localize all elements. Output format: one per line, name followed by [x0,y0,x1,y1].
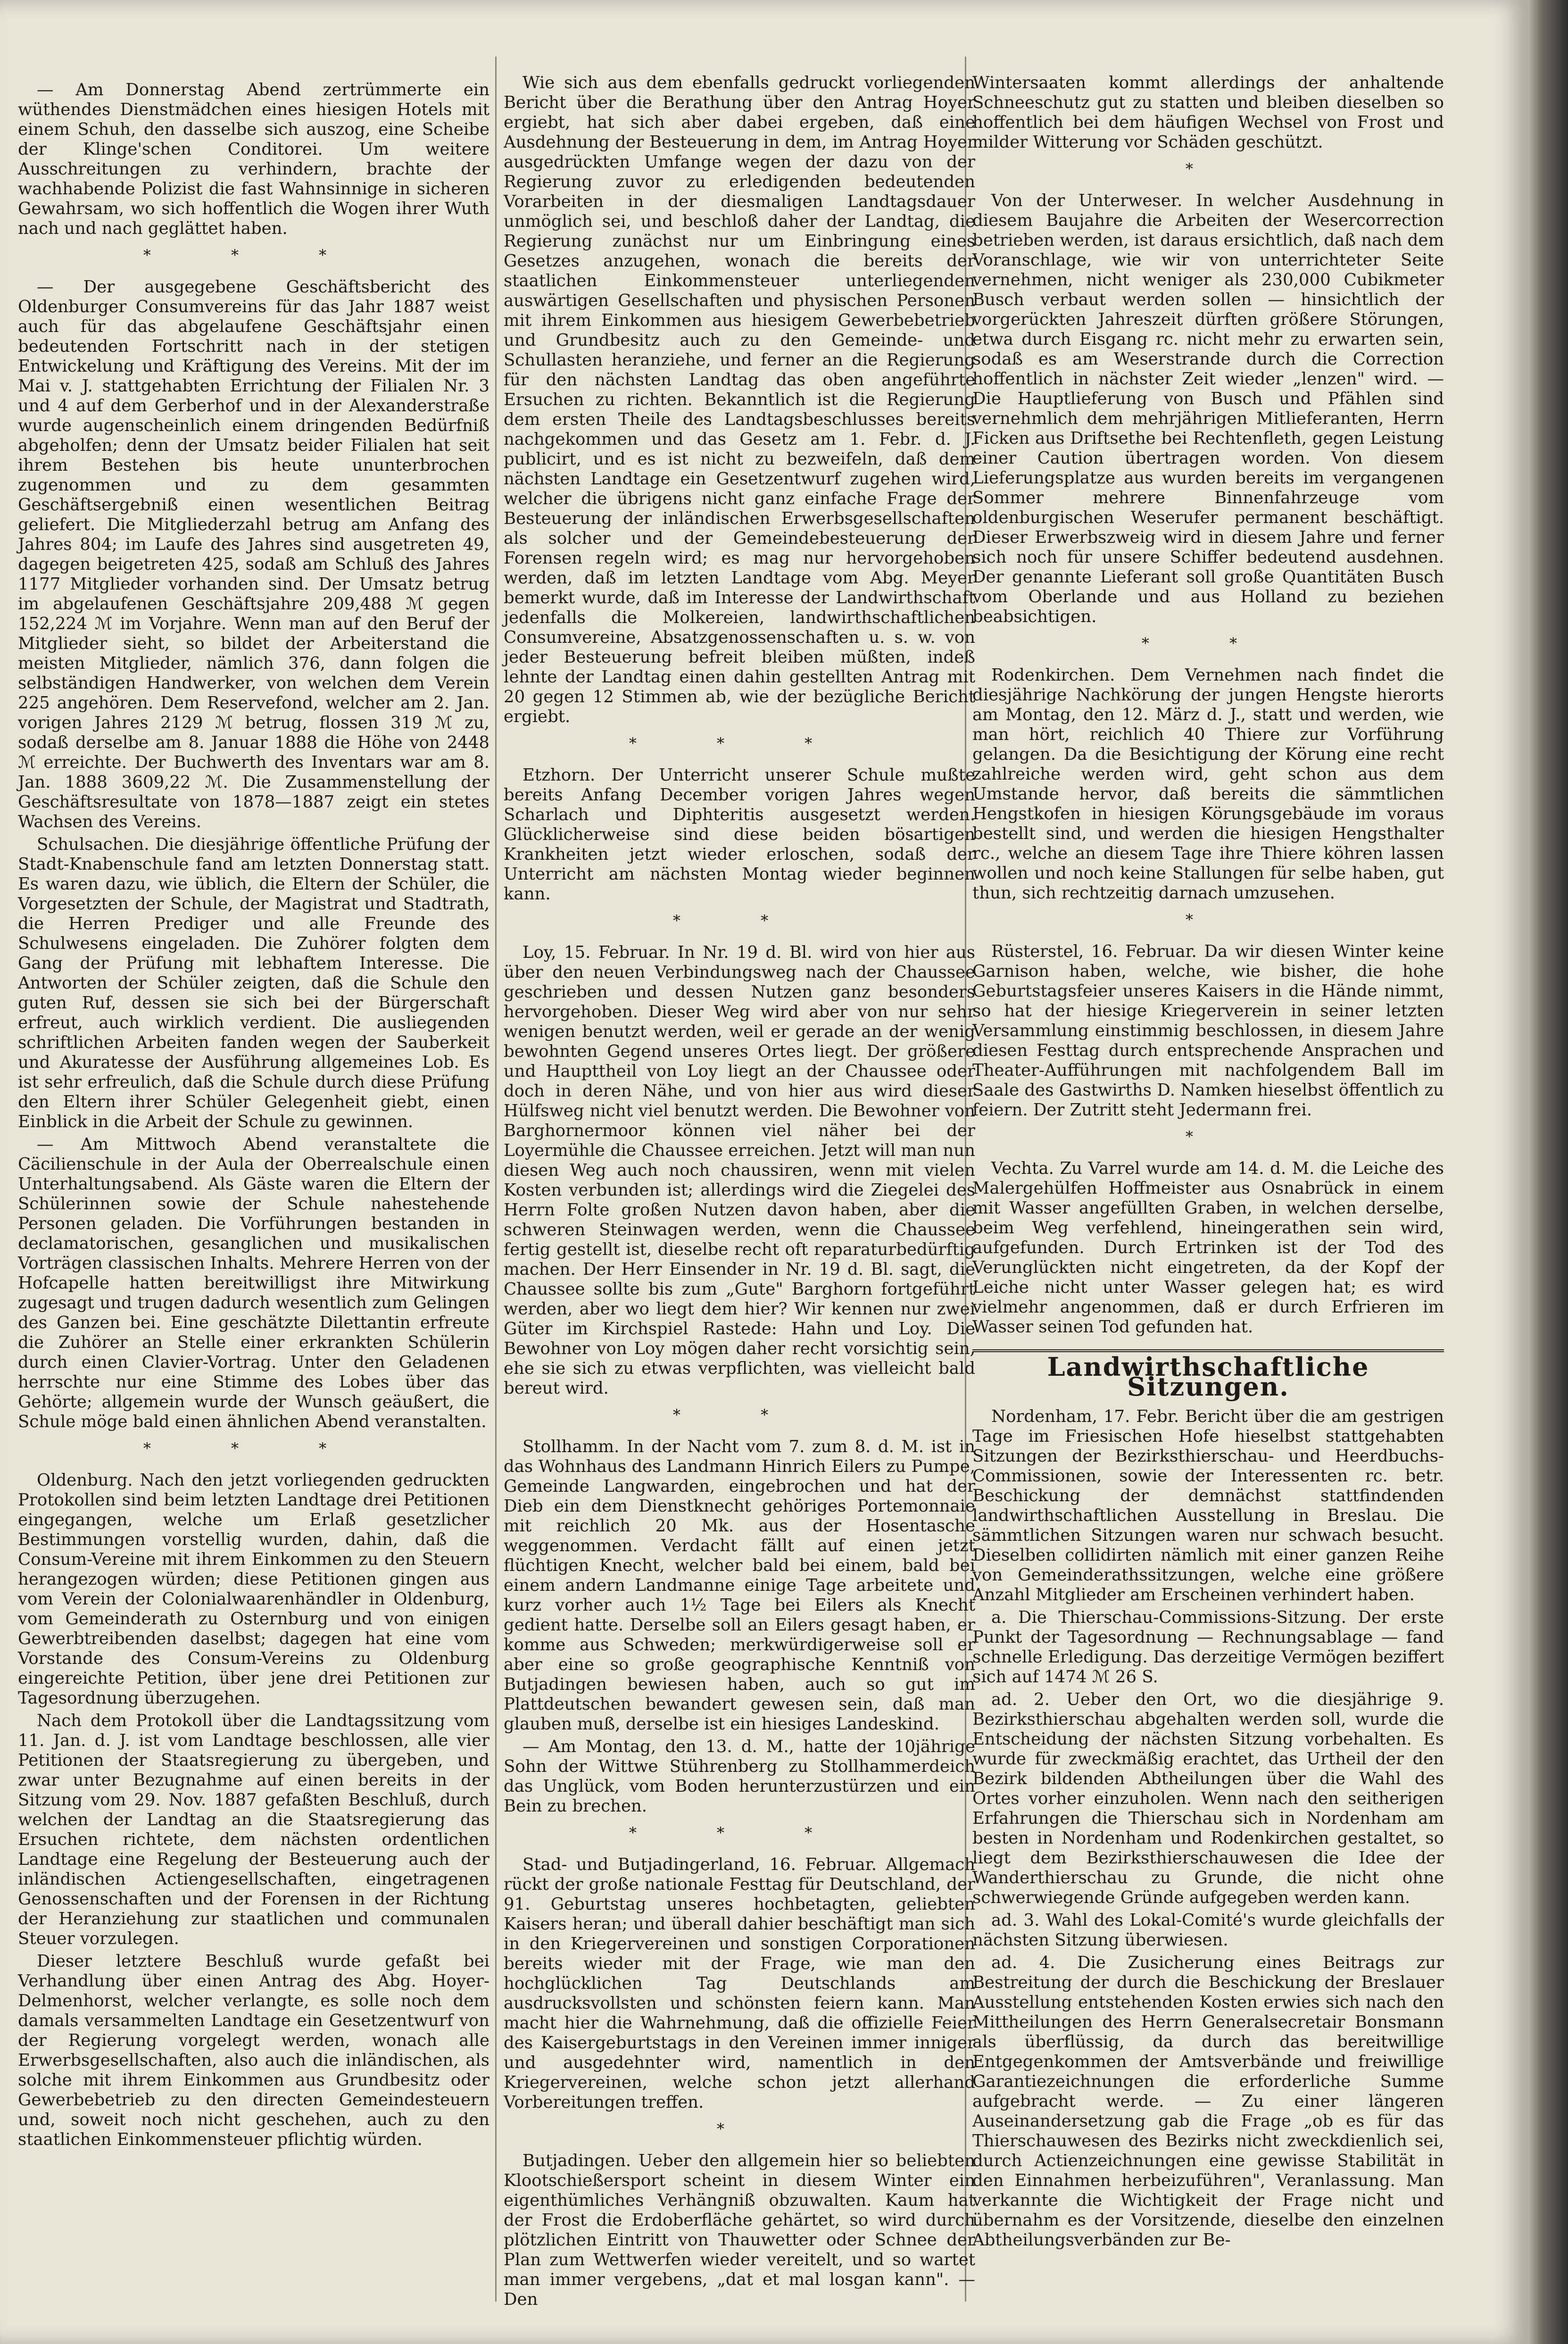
article-paragraph: Nach dem Protokoll über die Landtagssitzung vom 11. Jan. d. J. ist vom Landtage beschlossen, alle vier Petitionen der Staatsregierung zu übergeben, und zwar unter Bezugnahme auf einen bereits in der Sitzung vom 29. Nov. 1887 gefaßten Beschluß, durch welchen der Landtag an die Staatsregierung das Ersuchen richtete, dem nächsten ordentlichen Landtage eine Regelung der Besteuerung auch der inländischen Actiengesellschaften, eingetragenen Genossenschaften und der Forensen in der Richtung der Heranziehung zur staatlichen und communalen Steuer vorzulegen. [18,1711,489,1948]
section-separator: * * [672,1406,806,1424]
article-paragraph: Von der Unterweser. In welcher Ausdehnung in diesem Baujahre die Arbeiten der Wesercorrection betrieben werden, ist daraus ersichtlich, daß nach dem Voranschlage, wie wir von unterrichteter Seite vernehmen, nicht weniger als 230,000 Cubikmeter Busch verbaut werden sollen — hinsichtlich der vorgerückten Jahreszeit dürften größere Störungen, etwa durch Eisgang rc. nicht mehr zu erwarten sein, sodaß es am Weserstrande durch die Correction hoffentlich in nächster Zeit wieder „lenzen" wird. — Die Hauptlieferung von Busch und Pfählen sind vernehmlich dem mehrjährigen Mitlieferanten, Herrn Ficken aus Driftsethe bei Rechtenfleth, gegen Leistung einer Caution übertragen worden. Von diesem Lieferungsplatze aus wurden bereits im vergangenen Sommer mehrere Binnenfahrzeuge vom oldenburgischen Weserufer permanent beschäftigt. Dieser Erwerbszweig wird in diesem Jahre und ferner sich noch für unsere Schiffer bedeutend ausdehnen. Der genannte Lieferant soll große Quantitäten Busch vom Oberlande und aus Holland zu beziehen beabsichtigen. [972,191,1444,626]
article-paragraph: Stollhamm. In der Nacht vom 7. zum 8. d. M. ist in das Wohnhaus des Landmann Hinrich Eilers zu Pumpe, Gemeinde Langwarden, eingebrochen und hat der Dieb ein dem Dienstknecht gehöriges Portemonnaie mit reichlich 20 Mk. aus der Hosentasche weggenommen. Verdacht fällt auf einen jetzt flüchtigen Knecht, welcher bald bei einem, bald bei einem andern Landmanne einige Tage arbeitete und kurz vorher auch 1½ Tage bei Eilers als Knecht gedient hatte. Derselbe soll an Eilers gesagt haben, er komme aus Schweden; merkwürdigerweise soll er aber eine so große geographische Kenntniß von Butjadingen bewiesen haben, auch so gut im Plattdeutschen bewandert gewesen sein, daß man glauben muß, derselbe ist ein hiesiges Landeskind. [504,1437,975,1734]
article-paragraph: ad. 3. Wahl des Lokal-Comité's wurde gleichfalls der nächsten Sitzung überwiesen. [972,1911,1444,1950]
section-separator: * [1186,911,1231,929]
article-paragraph: — Am Mittwoch Abend veranstaltete die Cäcilienschule in der Aula der Oberrealschule einen Unterhaltungsabend. Als Gäste waren die Eltern der Schülerinnen sowie der Schule nahestehende Personen geladen. Die Vorführungen bestanden in declamatorischen, gesanglichen und musikalischen Vorträgen classischen Inhalts. Mehrere Herren von der Hofcapelle hatten bereitwilligst ihre Mitwirkung zugesagt und trugen dadurch wesentlich zum Gelingen des Ganzen bei. Eine geschätzte Dilettantin erfreute die Zuhörer an Stelle einer erkrankten Schülerin durch einen Clavier-Vortrag. Unter den Geladenen herrschte nur eine Stimme des Lobes über das Gehörte; allgemein wurde der Wunsch geäußert, die Schule möge bald einen ähnlichen Abend veranstalten. [18,1135,489,1431]
article-paragraph: Dieser letztere Beschluß wurde gefaßt bei Verhandlung über einen Antrag des Abg. Hoyer-Delmenhorst, welcher verlangte, es solle noch dem damals versammelten Landtage ein Gesetzentwurf von der Regierung vorgelegt werden, wonach alle Erwerbsgesellschaften, also auch die inländischen, als solche mit ihrem Einkommen aus Grundbesitz oder Gewerbebetrieb zu den directen Gemeindesteuern und, soweit noch nicht geschehen, auch zu den staatlichen Einkommensteuer pflichtig würden. [18,1952,489,2149]
article-paragraph: Rodenkirchen. Dem Vernehmen nach findet die diesjährige Nachkörung der jungen Hengste hierorts am Montag, den 12. März d. J., statt und werden, wie man hört, reichlich 40 Thiere zur Vorführung gelangen. Da die Besichtigung der Körung eine recht zahlreiche werden wird, geht schon aus dem Umstande hervor, daß bereits die sämmtlichen Hengstkofen in hiesigen Körungsgebäude im voraus bestellt sind, und werden die hiesigen Hengsthalter rc., welche an diesem Tage ihre Thiere köhren lassen wollen und noch keine Stallungen für selbe haben, gut thun, sich rechtzeitig darnach umzusehen. [972,665,1444,903]
section-separator: * * [672,912,806,930]
column-2 [504,73,975,2312]
article-paragraph: Oldenburg. Nach den jetzt vorliegenden gedruckten Protokollen sind beim letzten Landtage drei Petitionen eingegangen, welche um Erlaß gesetzlicher Bestimmungen vorstellig wurden, dahin, daß die Consum-Vereine mit ihrem Einkommen zu den Steuern herangezogen würden; diese Petitionen gingen aus vom Verein der Colonialwaarenhändler in Oldenburg, vom Gemeinderath zu Osternburg und von einigen Gewerbtreibenden daselbst; dagegen hat eine vom Vorstande des Consum-Vereins zu Oldenburg eingereichte Petition, über jene drei Petitionen zur Tagesordnung überzugehen. [18,1471,489,1708]
article-paragraph: ad. 2. Ueber den Ort, wo die diesjährige 9. Bezirksthierschau abgehalten werden soll, wurde die Entscheidung der nächsten Sitzung vorbehalten. Es wurde für zweckmäßig erachtet, das Urtheil der den Bezirk bildenden Abtheilungen über die Wahl des Ortes vorher einzuholen. Wenn nach den seitherigen Erfahrungen die Thierschau sich in Nordenham am besten in Nordenham und Rodenkirchen gestaltet, so liegt dem Bezirksthierschauwesen die Idee der Wanderthierschau zu Grunde, die nicht ohne schwerwiegende Gründe aufgegeben werden kann. [972,1690,1444,1907]
section-separator: * * [1141,634,1275,652]
section-separator: * [1186,160,1231,178]
article-paragraph: — Am Montag, den 13. d. M., hatte der 10jährige Sohn der Wittwe Stührenberg zu Stollhammerdeich das Unglück, vom Boden herunterzustürzen und ein Bein zu brechen. [504,1737,975,1816]
article-paragraph: Wie sich aus dem ebenfalls gedruckt vorliegenden Bericht über die Berathung über den Antrag Hoyer ergiebt, hat sich aber dabei ergeben, daß eine Ausdehnung der Besteuerung in dem, im Antrag Hoyer ausgedrückten Umfange wegen der dazu von der Regierung zuvor zu erledigenden bedeutenden Vorarbeiten in der diesmaligen Landtagsdauer unmöglich sei, und beschloß daher der Landtag, die Regierung zunächst nur um Einbringung eines Gesetzes anzugehen, wonach die bereits der staatlichen Einkommensteuer unterliegenden auswärtigen Gesellschaften und physischen Personen mit ihrem Einkommen aus hiesigem Gewerbebetrieb und Grundbesitz auch zu den Gemeinde- und Schullasten heranziehe, und ferner an die Regierung für den nächsten Landtag das oben angeführte Ersuchen zu richten. Bekanntlich ist die Regierung dem ersten Theile des Landtagsbeschlusses bereits nachgekommen und das Gesetz am 1. Febr. d. J. publicirt, und es ist nicht zu bezweifeln, daß dem nächsten Landtage ein Gesetzentwurf zugehen wird, welcher die übrigens nicht ganz einfache Frage der Besteuerung der inländischen Erwerbsgesellschaften als solcher und der Gemeindebesteuerung der Forensen regeln wird; es mag nur hervorgehoben werden, daß im letzten Landtage vom Abg. Meyer bemerkt wurde, daß im Interesse der Landwirthschaft jedenfalls die Molkereien, landwirthschaftlichen Consumvereine, Absatzgenossenschaften u. s. w. von jeder Besteuerung befreit bleiben müßten, indeß lehnte der Landtag einen dahin gestellten Antrag mit 20 gegen 12 Stimmen ab, wie der bezügliche Bericht ergiebt. [504,73,975,726]
section-separator: * * * [629,1824,850,1842]
article-paragraph: Butjadingen. Ueber den allgemein hier so beliebten Klootschießersport scheint in diesem Winter ein eigenthümliches Verhängniß obzuwalten. Kaum hat der Frost die Erdoberfläche gehärtet, so wird durch plötzlichen Eintritt von Thauwetter oder Schnee der Plan zum Wettwerfen wieder vereitelt, und so wartet man immer vergebens, „dat et mal losgan kann". — Den [504,2151,975,2309]
article-paragraph: — Der ausgegebene Geschäftsbericht des Oldenburger Consumvereins für das Jahr 1887 weist auch für das abgelaufene Geschäftsjahr einen bedeutenden Fortschritt nach in der stetigen Entwickelung und Kräftigung des Vereins. Mit der im Mai v. J. stattgehabten Errichtung der Filialen Nr. 3 und 4 auf dem Gerberhof und in der Alexanderstraße wurde augenscheinlich einem dringenden Bedürfniß abgeholfen; denn der Umsatz beider Filialen hat seit ihrem Bestehen bis heute ununterbrochen zugenommen und zu dem gesammten Geschäftsergebniß einen wesentlichen Beitrag geliefert. Die Mitgliederzahl betrug am Anfang des Jahres 804; im Laufe des Jahres sind ausgetreten 49, dagegen beigetreten 425, sodaß am Schluß des Jahres 1177 Mitglieder vorhanden sind. Der Umsatz betrug im abgelaufenen Geschäftsjahre 209,488 ℳ gegen 152,224 ℳ im Vorjahre. Wenn man auf den Beruf der Mitglieder sieht, so bildet der Arbeiterstand die meisten Mitglieder, nämlich 376, dann folgen die selbständigen Handwerker, von welchen dem Verein 225 angehören. Dem Reservefond, welcher am 2. Jan. vorigen Jahres 2129 ℳ betrug, flossen 319 ℳ zu, sodaß derselbe am 8. Januar 1888 die Höhe von 2448 ℳ erreichte. Der Buchwerth des Inventars war am 8. Jan. 1888 3609,22 ℳ. Die Zusammenstellung der Geschäftsresultate von 1878—1887 zeigt ein stetes Wachsen des Vereins. [18,277,489,831]
article-paragraph: Nordenham, 17. Febr. Bericht über die am gestrigen Tage im Friesischen Hofe hieselbst stattgehabten Sitzungen der Bezirksthierschau- und Heerdbuchs-Commissionen, sowie der Interessenten rc. betr. Beschickung der demnächst stattfindenden landwirthschaftlichen Ausstellung in Breslau. Die sämmtlichen Sitzungen waren nur schwach besucht. Dieselben collidirten nämlich mit einer ganzen Reihe von Gemeinderathssitzungen, welche eine größere Anzahl Mitglieder am Erscheinen verhindert haben. [972,1407,1444,1604]
article-paragraph: Etzhorn. Der Unterricht unserer Schule mußte bereits Anfang December vorigen Jahres wegen Scharlach und Diphteritis ausgesetzt werden. Glücklicherweise sind diese beiden bösartigen Krankheiten jetzt wieder erloschen, sodaß der Unterricht am nächsten Montag wieder beginnen kann. [504,765,975,904]
section-separator: * [717,2120,762,2138]
article-paragraph: — Am Donnerstag Abend zertrümmerte ein wüthendes Dienstmädchen eines hiesigen Hotels mit einem Schuh, den dasselbe sich auszog, eine Scheibe der Klinge'schen Conditorei. Um weitere Ausschreitungen zu verhindern, brachte der wachhabende Polizist die fast Wahnsinnige in sicheren Gewahrsam, wo sich hoffentlich die Wogen ihrer Wuth nach und nach geglättet haben. [18,80,489,238]
section-heading: Landwirthschaftliche Sitzungen. [972,1349,1444,1399]
article-paragraph: Schulsachen. Die diesjährige öffentliche Prüfung der Stadt-Knabenschule fand am letzten Donnerstag statt. Es waren dazu, wie üblich, die Eltern der Schüler, die Vorgesetzten der Schule, der Magistrat und Stadtrath, die Herren Prediger und alle Freunde des Schulwesens eingeladen. Die Zuhörer folgten dem Gang der Prüfung mit lebhaftem Interesse. Die Antworten der Schüler zeigten, daß die Schule den guten Ruf, dessen sie sich bei der Bürgerschaft erfreut, auch wirklich verdient. Die ausliegenden schriftlichen Arbeiten fanden wegen der Sauberkeit und Akuratesse der Ausführung allgemeines Lob. Es ist sehr erfreulich, daß die Schule durch diese Prüfung den Eltern ihrer Schüler Gelegenheit giebt, einen Einblick in die Arbeit der Schule zu gewinnen. [18,835,489,1131]
column-rule [495,57,497,2302]
section-separator: * * * [629,734,850,752]
article-paragraph: Rüsterstel, 16. Februar. Da wir diesen Winter keine Garnison haben, welche, wie bisher, die hohe Geburtstagsfeier unseres Kaisers in die Hände nimmt, so hat der hiesige Kriegerverein in seiner letzten Versammlung einstimmig beschlossen, in diesem Jahre diesen Festtag durch entsprechende Ansprachen und Theater-Aufführungen mit nachfolgendem Ball im Saale des Gastwirths D. Namken hieselbst öffentlich zu feiern. Der Zutritt steht Jedermann frei. [972,942,1444,1120]
section-separator: * * * [143,246,365,264]
section-separator: * * * [143,1439,365,1457]
article-paragraph: Loy, 15. Februar. In Nr. 19 d. Bl. wird von hier aus über den neuen Verbindungsweg nach der Chaussee geschrieben und dessen Nutzen ganz besonders hervorgehoben. Dieser Weg wird aber von nur sehr wenigen benutzt werden, weil er gerade an der wenig bewohnten Gegend unseres Ortes liegt. Der größere und Haupttheil von Loy liegt an der Chaussee oder doch in deren Nähe, und von hier aus wird dieser Hülfsweg nicht viel benutzt werden. Die Bewohner von Barghornermoor können viel näher bei der Loyermühle die Chaussee erreichen. Jetzt will man nun diesen Weg auch noch chaussiren, wenn mit vielen Kosten verbunden ist; allerdings wird die Ziegelei des Herrn Folte großen Nutzen davon haben, aber die schweren Steinwagen werden, wenn die Chaussee fertig gestellt ist, dieselbe recht oft reparaturbedürftig machen. Der Herr Einsender in Nr. 19 d. Bl. sagt, die Chaussee sollte bis zum „Gute" Barghorn fortgeführt werden, aber wo liegt dem hier? Wir kennen nur zwei Güter im Kirchspiel Rastede: Hahn und Loy. Die Bewohner von Loy mögen daher recht vorsichtig sein, ehe sie sich zu etwas verpflichten, was vielleicht bald bereut wird. [504,943,975,1398]
section-separator: * [1186,1128,1231,1146]
column-3 [972,73,1444,2253]
article-paragraph: Vechta. Zu Varrel wurde am 14. d. M. die Leiche des Malergehülfen Hoffmeister aus Osnabrück in einem mit Wasser angefüllten Graben, in welchen derselbe, beim Weg verfehlend, hineingerathen sein wird, aufgefunden. Durch Ertrinken ist der Tod des Verunglückten nicht eingetreten, da der Kopf der Leiche nicht unter Wasser gelegen hat; es wird vielmehr angenommen, daß er durch Erfrieren im Wasser seinen Tod gefunden hat. [972,1159,1444,1337]
page-edge [1528,0,1568,2344]
article-paragraph: a. Die Thierschau-Commissions-Sitzung. Der erste Punkt der Tagesordnung — Rechnungsablage — fand schnelle Erledigung. Das derzeitige Vermögen beziffert sich auf 1474 ℳ 26 S. [972,1608,1444,1687]
article-paragraph: Wintersaaten kommt allerdings der anhaltende Schneeschutz gut zu statten und bleiben dieselben so hoffentlich bei dem häufigen Wechsel von Frost und milder Witterung vor Schäden geschützt. [972,73,1444,152]
article-paragraph: ad. 4. Die Zusicherung eines Beitrags zur Bestreitung der durch die Beschickung der Breslauer Ausstellung entstehenden Kosten erwies sich nach den Mittheilungen des Herrn Generalsecretair Bonsmann als überflüssig, da durch das bereitwillige Entgegenkommen der Amtsverbände und freiwillige Garantiezeichnungen die erforderliche Summe aufgebracht werde. — Zu einer längeren Auseinandersetzung gab die Frage „ob es für das Thierschauwesen des Bezirks nicht zweckdienlich sei, durch Actienzeichnungen eine gewisse Stabilität in den Einnahmen herbeizuführen", Veranlassung. Man verkannte die Wichtigkeit der Frage nicht und übernahm es der Vorsitzende, dieselbe den einzelnen Abtheilungsverbänden zur Be- [972,1953,1444,2250]
column-1 [18,80,489,2153]
article-paragraph: Stad- und Butjadingerland, 16. Februar. Allgemach rückt der große nationale Festtag für Deutschland, der 91. Geburtstag unseres hochbetagten, geliebten Kaisers heran; und überall dahier beschäftigt man sich in den Kriegervereinen und sonstigen Corporationen bereits wieder mit der Frage, wie man den hochglücklichen Tag Deutschlands am ausdrucksvollsten und schönsten feiern kann. Man macht hier die Wahrnehmung, daß die offizielle Feier des Kaisergeburtstags in den Vereinen immer inniger und ausgedehnter wird, namentlich in den Kriegervereinen, welche schon jetzt allerhand Vorbereitungen treffen. [504,1855,975,2112]
